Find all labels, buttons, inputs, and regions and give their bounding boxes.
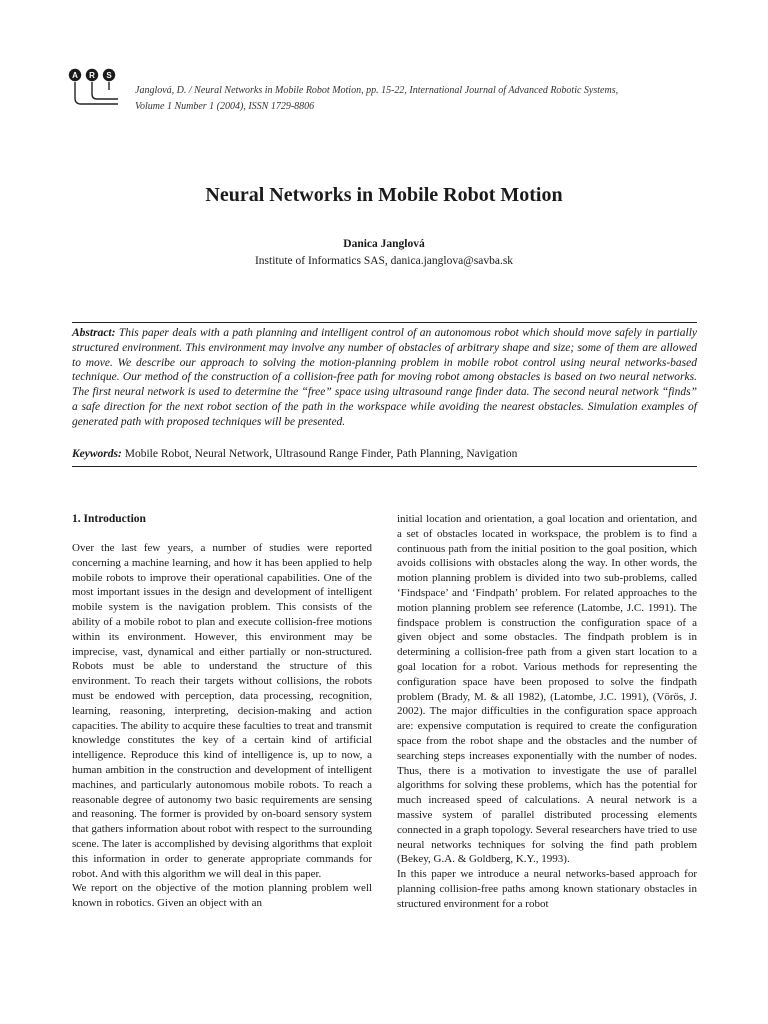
abstract <box>72 326 697 430</box>
citation-header <box>135 83 715 115</box>
paragraph-intro-4: In this paper we introduce a neural networks-based approach for planning collision-free paths among known stationary obstacles in structured environment for a robot <box>397 868 697 910</box>
paragraph-intro-3: initial location and orientation, a goal location and orientation, and a set of obstacles located in workspace, the problem is to find a continuous path from the initial position to the goal position, which avoids collisions with obstacles along the way. In other words, the motion planning problem is divided into two sub-problems, called ‘Findspace’ and ‘Findpath’ problem. For related approaches to the motion planning problem see reference (Latombe, J.C. 1991). The findspace problem is construction the configuration space of a given object and some obstacles. The findpath problem is in determining a collision-free path from a given start location to a goal location for a robot. Various methods for representing the configuration space have been proposed to solve the findpath problem (Brady, M. & all 1982), (Latombe, J.C. 1991), (Vörös, J. 2002). The major difficulties in the configuration space approach are: expensive computation is required to create the configuration space from the robot shape and the obstacles and the number of searching steps increases exponentially with the number of nodes. Thus, there is a motivation to investigate the use of parallel algorithms for solving these problems, which has the potential for much increased speed of calculations. A neural network is a massive system of parallel distributed processing elements connected in a graph topology. Several researchers have tried to use neural networks techniques for solving the find path problem (Bekey, G.A. & Goldberg, K.Y., 1993). <box>397 513 697 866</box>
citation-line-1: Janglová, D. / Neural Networks in Mobile Robot Motion, pp. 15-22, International Journal of Advanced Robotic Systems, <box>135 85 619 96</box>
keywords <box>72 447 697 462</box>
keywords-text: Mobile Robot, Neural Network, Ultrasound Range Finder, Path Planning, Navigation <box>124 448 518 460</box>
paper-title: Neural Networks in Mobile Robot Motion <box>205 184 563 206</box>
logo-letter-s: S <box>106 71 112 80</box>
author-affiliation: Institute of Informatics SAS, danica.janglova@savba.sk <box>254 255 514 267</box>
section-heading-introduction: 1. Introduction <box>72 513 146 525</box>
divider-bottom <box>72 466 697 467</box>
logo-letter-a: A <box>72 71 78 80</box>
divider-top <box>72 322 697 323</box>
abstract-text: This paper deals with a path planning and intelligent control of an autonomous robot which should move safely in partially structured environment. This environment may involve any number of obstacles of arbitrary shape and size; some of them are allowed to move. We describe our approach to solving the motion-planning problem in mobile robot control using neural networks-based technique. Our method of the construction of a collision-free path for moving robot among obstacles is based on two neural networks. The first neural network is used to determine the “free” space using ultrasound range finder data. The second neural network “finds” a safe direction for the next robot section of the path in the workspace while avoiding the nearest obstacles. Simulation examples of generated path with proposed techniques will be presented. <box>72 327 697 428</box>
keywords-label: Keywords: <box>72 448 122 460</box>
paragraph-intro-1: Over the last few years, a number of studies were reported concerning a machine learning, and how it has been applied to help mobile robots to improve their operational capabilities. One of the most important issues in the design and development of intelligent mobile system is the navigation problem. This consists of the ability of a mobile robot to plan and execute collision-free motions within its environment. However, this environment may be imprecise, vast, dynamical and either partially or non-structured. Robots must be able to understand the structure of this environment. To reach their targets without collisions, the robots must be endowed with perception, data processing, recognition, learning, reasoning, interpreting, decision-making and action capacities. The ability to acquire these faculties to treat and transmit knowledge constitutes the key of a certain kind of artificial intelligence. Reproduce this kind of intelligence is, up to now, a human ambition in the construction and development of intelligent machines, and particularly autonomous mobile robots. To reach a reasonable degree of autonomy two basic requirements are sensing and reasoning. The former is provided by on-board sensory system that gathers information about robot with respect to the surrounding scene. The later is accomplished by devising algorithms that exploit this information in order to generate appropriate commands for robot. And with this algorithm we will deal in this paper. <box>72 542 372 880</box>
paragraph-intro-2: We report on the objective of the motion planning problem well known in robotics. Given an object with an <box>72 882 372 910</box>
abstract-label: Abstract: <box>72 327 116 339</box>
author-name: Danica Janglová <box>343 238 425 250</box>
citation-line-2: Volume 1 Number 1 (2004), ISSN 1729-8806 <box>135 101 315 112</box>
logo-letter-r: R <box>89 71 95 80</box>
column-left <box>72 512 372 911</box>
journal-logo-icon <box>66 68 118 112</box>
column-right <box>397 512 697 912</box>
